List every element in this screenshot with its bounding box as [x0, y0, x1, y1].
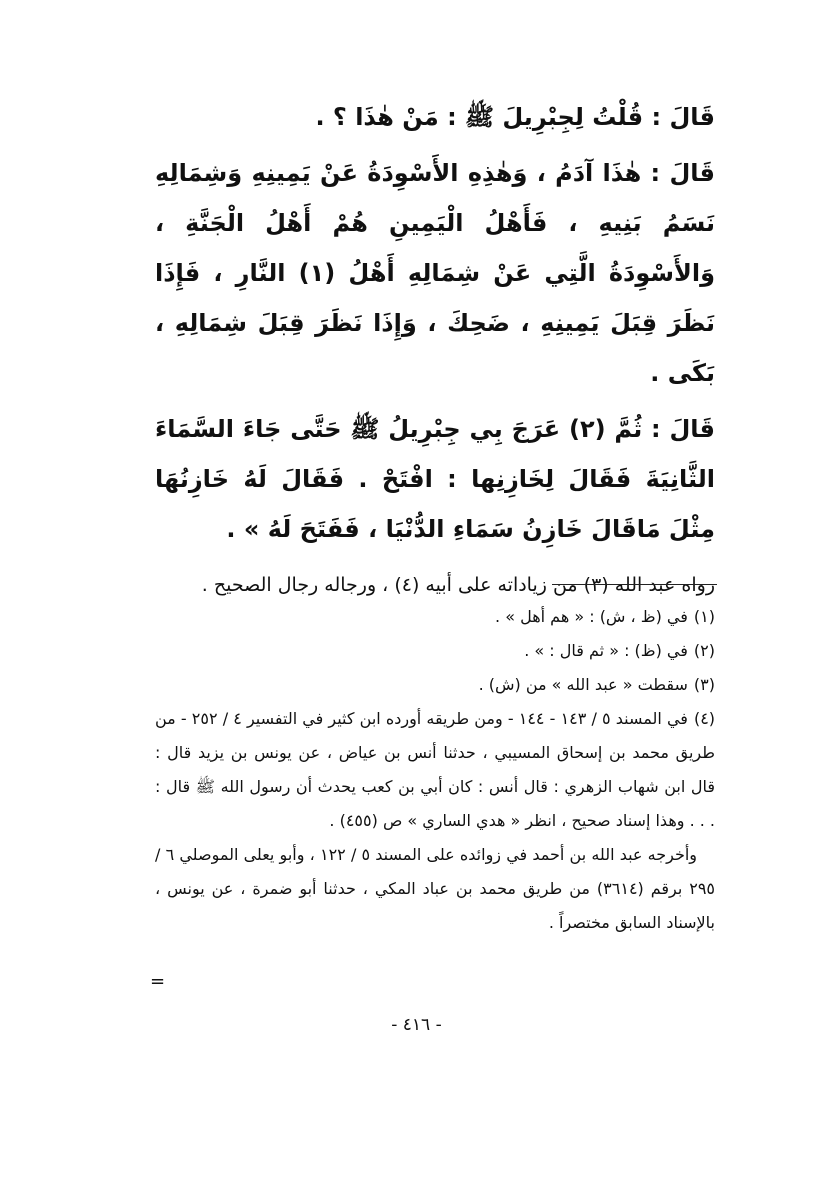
hadith-paragraph-2: قَالَ : هٰذَا آدَمُ ، وَهٰذِهِ الأَسْوِدَةُ عَنْ يَمِينِهِ وَشِمَالِهِ نَسَمُ بَنِيهِ ، فَأَهْلُ الْيَمِينِ هُمْ أَهْلُ الْجَنَّةِ ، وَالأَسْوِدَةُ الَّتِي عَنْ شِمَالِهِ أَهْلُ (١) النَّارِ ، فَإِذَا نَظَرَ قِبَلَ يَمِينِهِ ، ضَحِكَ ، وَإِذَا نَظَرَ قِبَلَ شِمَالِهِ ، بَكَى .	[155, 159, 715, 387]
footnote-number: (٢)	[693, 641, 715, 660]
footnote-number: (٣)	[693, 675, 715, 694]
footnotes	[155, 600, 715, 940]
hadith-paragraph-1: قَالَ : قُلْتُ لِجِبْرِيلَ ﷺ : مَنْ هٰذَا ؟ .	[315, 103, 715, 131]
footnote-text: في (ظ) : « ثم قال : » .	[524, 641, 688, 660]
footnote-text: في (ظ ، ش) : « هم أهل » .	[495, 607, 688, 626]
footnote-text: سقطت « عبد الله » من (ش) .	[478, 675, 688, 694]
footnote-2	[155, 634, 715, 668]
main-text	[155, 92, 715, 610]
narration-note: رواه عبد الله (٣) من زياداته على أبيه (٤) ، ورجاله رجال الصحيح .	[201, 574, 715, 596]
footnote-3	[155, 668, 715, 702]
footnote-text: في المسند ٥ / ١٤٣ - ١٤٤ - ومن طريقه أورده ابن كثير في التفسير ٤ / ٢٥٢ - من طريق محمد بن إسحاق المسيبي ، حدثنا أنس بن عياض ، عن يونس بن يزيد قال : قال ابن شهاب الزهري : قال أنس : كان أبي بن كعب يحدث أن رسول الله ﷺ قال : . . . وهذا إسناد صحيح ، انظر « هدي الساري » ص (٤٥٥) .	[155, 709, 715, 830]
footnote-number: (٤)	[693, 709, 716, 728]
page-number: - ٤١٦ -	[391, 1015, 442, 1035]
footnote-continuation: وأخرجه عبد الله بن أحمد في زوائده على المسند ٥ / ١٢٢ ، وأبو يعلى الموصلي ٦ / ٢٩٥ برقم (٣٦١٤) من طريق محمد بن عباد المكي ، حدثنا أبو ضمرة ، عن يونس ، بالإسناد السابق مختصراً .	[155, 845, 715, 932]
footnote-1	[155, 600, 715, 634]
hadith-paragraph-3: قَالَ : ثُمَّ (٢) عَرَجَ بِي جِبْرِيلُ ﷺ حَتَّى جَاءَ السَّمَاءَ الثَّانِيَةَ فَقَالَ لِخَازِنِها : افْتَحْ . فَقَالَ لَهُ خَازِنُهَا مِثْلَ مَاقَالَ خَازِنُ سَمَاءِ الدُّنْيَا ، فَفَتَحَ لَهُ » .	[155, 415, 715, 543]
footnote-divider	[552, 584, 717, 585]
continuation-mark: =	[150, 971, 166, 992]
footnote-number: (١)	[693, 607, 715, 626]
footnote-4	[155, 702, 715, 838]
